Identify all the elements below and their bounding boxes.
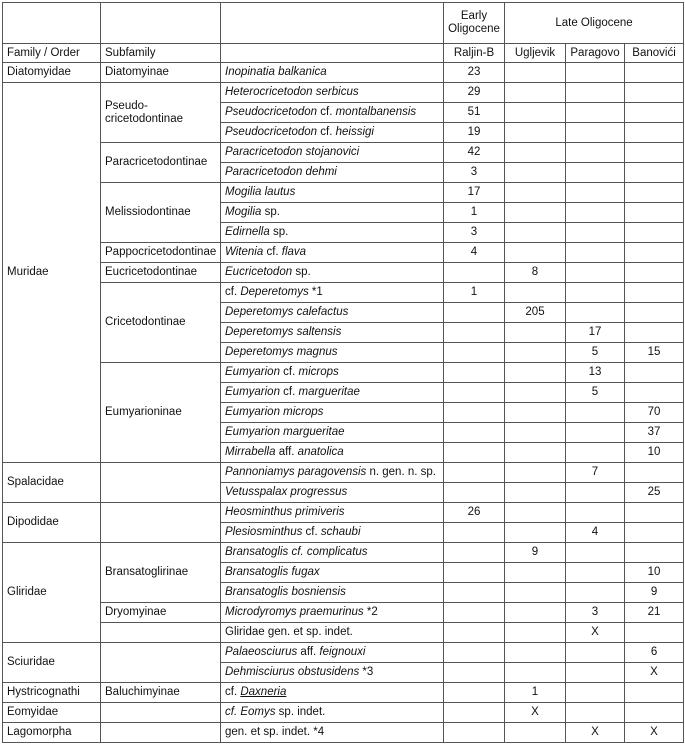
table-row — [3, 143, 684, 163]
taxon-name-part: Eumyarion — [225, 366, 280, 378]
count-cell — [566, 583, 625, 603]
count-cell — [566, 483, 625, 503]
count-cell — [505, 143, 566, 163]
locality-header-paragovo: Paragovo — [566, 44, 625, 63]
taxon-cell — [221, 503, 444, 523]
count-cell — [505, 443, 566, 463]
count-cell: 9 — [505, 543, 566, 563]
count-cell — [566, 503, 625, 523]
subfamily-cell — [101, 503, 221, 543]
taxon-cell — [221, 103, 444, 123]
count-cell — [566, 543, 625, 563]
taxon-name-part: Bransatoglis cf. complicatus — [225, 546, 368, 558]
count-cell — [625, 703, 684, 723]
count-cell — [444, 463, 505, 483]
count-cell: 5 — [566, 383, 625, 403]
count-cell — [625, 283, 684, 303]
count-cell: 1 — [505, 683, 566, 703]
count-cell: 9 — [625, 583, 684, 603]
subfamily-cell: Eucricetodontinae — [101, 263, 221, 283]
taxon-cell — [221, 283, 444, 303]
count-cell: 10 — [625, 443, 684, 463]
taxon-name-part: Palaeosciurus — [225, 646, 298, 658]
subfamily-cell — [101, 723, 221, 743]
count-cell — [505, 83, 566, 103]
count-cell — [444, 603, 505, 623]
count-cell: 17 — [444, 183, 505, 203]
count-cell — [625, 143, 684, 163]
taxon-cell — [221, 423, 444, 443]
taxon-name-part: cf. — [317, 126, 336, 138]
count-cell — [566, 203, 625, 223]
table-row — [3, 183, 684, 203]
taxon-name-part: cf. — [225, 686, 241, 698]
subfamily-header: Subfamily — [101, 44, 221, 63]
count-cell — [566, 443, 625, 463]
count-cell: 17 — [566, 323, 625, 343]
count-cell — [505, 283, 566, 303]
count-cell — [566, 303, 625, 323]
count-cell — [505, 563, 566, 583]
taxon-name-part: Bransatoglis fugax — [225, 566, 320, 578]
table-row — [3, 543, 684, 563]
taxon-name-part: Dehmisciurus obstusidens — [225, 666, 360, 678]
taxon-name-part: sp. indet. — [275, 706, 326, 718]
table-row — [3, 63, 684, 83]
count-cell — [625, 63, 684, 83]
taxa-table — [2, 2, 684, 743]
taxon-name-part: Pseudocricetodon — [225, 106, 318, 118]
count-cell — [625, 303, 684, 323]
taxon-name-part: Heterocricetodon serbicus — [225, 86, 359, 98]
taxon-name-part: Deperetomys calefactus — [225, 306, 349, 318]
taxon-name-part: Eumyarion microps — [225, 406, 324, 418]
table-row — [3, 703, 684, 723]
count-cell — [444, 583, 505, 603]
taxon-name-part: flava — [281, 246, 307, 258]
subfamily-cell: Cricetodontinae — [101, 283, 221, 363]
count-cell — [505, 643, 566, 663]
count-cell — [444, 483, 505, 503]
taxon-name-part: Mogilia lautus — [225, 186, 296, 198]
table-row — [3, 503, 684, 523]
taxon-cell — [221, 483, 444, 503]
count-cell: 6 — [625, 643, 684, 663]
taxon-name-part: *1 — [308, 286, 323, 298]
taxon-cell — [221, 443, 444, 463]
table-row — [3, 603, 684, 623]
count-cell — [505, 203, 566, 223]
family-cell: Dipodidae — [3, 503, 101, 543]
taxon-cell — [221, 623, 444, 643]
taxon-name-part: microps — [298, 366, 339, 378]
family-cell: Hystricognathi — [3, 683, 101, 703]
taxon-name-part: schaubi — [320, 526, 361, 538]
taxon-cell — [221, 543, 444, 563]
taxon-name-part: Edirnella — [225, 226, 270, 238]
count-cell — [505, 663, 566, 683]
taxon-cell — [221, 463, 444, 483]
count-cell — [444, 383, 505, 403]
count-cell: 4 — [566, 523, 625, 543]
taxon-cell — [221, 683, 444, 703]
count-cell — [625, 463, 684, 483]
count-cell — [505, 463, 566, 483]
count-cell: 205 — [505, 303, 566, 323]
taxon-name-part: Eumyarion margueritae — [225, 426, 345, 438]
count-cell — [625, 243, 684, 263]
count-cell — [505, 603, 566, 623]
taxon-name-part: *3 — [359, 666, 374, 678]
count-cell: 42 — [444, 143, 505, 163]
count-cell — [566, 283, 625, 303]
count-cell — [566, 63, 625, 83]
taxon-name-part: aff. — [275, 446, 298, 458]
table-row — [3, 643, 684, 663]
taxon-name-part: Eumyarion — [225, 386, 280, 398]
taxon-cell — [221, 663, 444, 683]
taxon-name-part: Mirrabella — [225, 446, 276, 458]
locality-header-banovici: Banovići — [625, 44, 684, 63]
taxon-cell — [221, 63, 444, 83]
family-cell: Gliridae — [3, 543, 101, 643]
taxon-name-part: Witenia — [225, 246, 264, 258]
count-cell: 25 — [625, 483, 684, 503]
taxon-cell — [221, 203, 444, 223]
count-cell: 7 — [566, 463, 625, 483]
count-cell — [444, 423, 505, 443]
count-cell — [566, 683, 625, 703]
taxon-cell — [221, 363, 444, 383]
count-cell — [566, 263, 625, 283]
count-cell — [625, 323, 684, 343]
count-cell — [566, 563, 625, 583]
table-row — [3, 263, 684, 283]
count-cell — [505, 403, 566, 423]
family-cell: Diatomyidae — [3, 63, 101, 83]
count-cell — [505, 623, 566, 643]
count-cell: 29 — [444, 83, 505, 103]
count-cell — [444, 263, 505, 283]
count-cell — [625, 523, 684, 543]
early-oligocene-header: Early Oligocene — [444, 3, 505, 44]
count-cell — [444, 523, 505, 543]
count-cell — [625, 503, 684, 523]
taxon-cell — [221, 223, 444, 243]
count-cell — [505, 243, 566, 263]
count-cell — [505, 723, 566, 743]
count-cell — [505, 323, 566, 343]
taxon-name-part: Pannoniamys paragovensis — [225, 466, 367, 478]
locality-header-ugljevik: Ugljevik — [505, 44, 566, 63]
count-cell — [566, 703, 625, 723]
count-cell — [505, 483, 566, 503]
taxon-cell — [221, 343, 444, 363]
subfamily-cell — [101, 643, 221, 683]
taxon-name-part: Bransatoglis bosniensis — [225, 586, 346, 598]
count-cell: 3 — [444, 163, 505, 183]
taxon-name-part: sp. — [292, 266, 311, 278]
taxon-name-part: Mogilia — [225, 206, 262, 218]
subfamily-cell: Baluchimyinae — [101, 683, 221, 703]
count-cell — [505, 223, 566, 243]
taxon-cell — [221, 603, 444, 623]
count-cell — [625, 263, 684, 283]
taxon-cell — [221, 83, 444, 103]
taxon-cell — [221, 523, 444, 543]
count-cell — [444, 323, 505, 343]
taxon-name-part: anatolica — [297, 446, 344, 458]
count-cell — [505, 503, 566, 523]
count-cell — [566, 223, 625, 243]
taxon-header — [221, 44, 444, 63]
count-cell — [444, 643, 505, 663]
family-cell: Muridae — [3, 83, 101, 463]
count-cell — [566, 403, 625, 423]
count-cell — [444, 403, 505, 423]
count-cell — [625, 363, 684, 383]
taxon-cell — [221, 183, 444, 203]
taxon-name-part: gen. et sp. indet. *4 — [225, 726, 325, 738]
taxon-cell — [221, 143, 444, 163]
taxon-name-part: n. gen. n. sp. — [366, 466, 436, 478]
count-cell: X — [625, 663, 684, 683]
count-cell: 4 — [444, 243, 505, 263]
table-row — [3, 363, 684, 383]
taxon-name-part: Heosminthus primiveris — [225, 506, 345, 518]
count-cell — [566, 143, 625, 163]
column-header-row — [3, 44, 684, 63]
count-cell: X — [566, 623, 625, 643]
taxon-cell — [221, 643, 444, 663]
taxon-name-part: Vetusspalax progressus — [225, 486, 348, 498]
taxon-name-part: cf. Eomys — [225, 706, 276, 718]
count-cell — [444, 703, 505, 723]
table-row — [3, 463, 684, 483]
count-cell: 5 — [566, 343, 625, 363]
count-cell — [625, 223, 684, 243]
table-row — [3, 83, 684, 103]
subfamily-cell: Bransatoglirinae — [101, 543, 221, 603]
taxon-name-part: Deperetomys saltensis — [225, 326, 342, 338]
count-cell — [625, 203, 684, 223]
blank-cell — [221, 3, 444, 44]
taxon-name-part: margueritae — [298, 386, 360, 398]
count-cell: 26 — [444, 503, 505, 523]
taxon-name-part: Deperetomys magnus — [225, 346, 338, 358]
subfamily-cell: Pseudo- cricetodontinae — [101, 83, 221, 143]
count-cell — [505, 343, 566, 363]
blank-cell — [101, 3, 221, 44]
family-cell: Lagomorpha — [3, 723, 101, 743]
count-cell — [566, 423, 625, 443]
subfamily-cell — [101, 703, 221, 723]
taxon-cell — [221, 383, 444, 403]
taxon-name-part: sp. — [261, 206, 280, 218]
count-cell: 15 — [625, 343, 684, 363]
count-cell: 10 — [625, 563, 684, 583]
taxon-name-part: cf. — [279, 366, 299, 378]
locality-header-raljin-b: Raljin-B — [444, 44, 505, 63]
taxon-name-part: Daxneria — [240, 686, 287, 698]
taxon-name-part: Microdyromys praemurinus — [225, 606, 364, 618]
count-cell: 51 — [444, 103, 505, 123]
subfamily-cell: Paracricetodontinae — [101, 143, 221, 183]
count-cell — [505, 163, 566, 183]
taxon-name-part: cf. — [317, 106, 336, 118]
count-cell — [505, 363, 566, 383]
taxon-name-part: Paracricetodon dehmi — [225, 166, 337, 178]
subfamily-cell: Pappocricetodontinae — [101, 243, 221, 263]
count-cell — [505, 583, 566, 603]
taxon-name-part: Paracricetodon stojanovici — [225, 146, 360, 158]
family-cell: Eomyidae — [3, 703, 101, 723]
taxon-cell — [221, 403, 444, 423]
taxon-cell — [221, 243, 444, 263]
period-header-row — [3, 3, 684, 44]
count-cell — [444, 563, 505, 583]
count-cell — [505, 423, 566, 443]
taxon-cell — [221, 723, 444, 743]
count-cell: 21 — [625, 603, 684, 623]
taxon-cell — [221, 263, 444, 283]
taxon-cell — [221, 703, 444, 723]
count-cell — [505, 523, 566, 543]
subfamily-cell: Diatomyinae — [101, 63, 221, 83]
taxon-name-part: feignouxi — [319, 646, 366, 658]
count-cell: 8 — [505, 263, 566, 283]
count-cell — [566, 183, 625, 203]
taxon-name-part: aff. — [297, 646, 320, 658]
taxon-name-part: montalbanensis — [335, 106, 417, 118]
taxon-name-part: sp. — [269, 226, 289, 238]
table-row — [3, 243, 684, 263]
taxon-name-part: heissigi — [335, 126, 374, 138]
count-cell — [444, 683, 505, 703]
taxon-name-part: cf. — [302, 526, 321, 538]
count-cell — [566, 163, 625, 183]
count-cell — [625, 83, 684, 103]
count-cell — [625, 383, 684, 403]
count-cell: 3 — [444, 223, 505, 243]
taxon-name-part: cf. — [225, 286, 241, 298]
taxon-name-part: Eucricetodon — [225, 266, 293, 278]
count-cell — [625, 543, 684, 563]
count-cell — [505, 63, 566, 83]
table-row — [3, 283, 684, 303]
count-cell — [505, 123, 566, 143]
taxon-name-part: Plesiosminthus — [225, 526, 303, 538]
count-cell: 3 — [566, 603, 625, 623]
taxon-cell — [221, 583, 444, 603]
taxon-name-part: cf. — [279, 386, 299, 398]
count-cell — [444, 363, 505, 383]
count-cell: 1 — [444, 283, 505, 303]
family-cell: Sciuridae — [3, 643, 101, 683]
count-cell: X — [625, 723, 684, 743]
count-cell — [444, 663, 505, 683]
count-cell — [566, 643, 625, 663]
taxon-cell — [221, 323, 444, 343]
count-cell: 37 — [625, 423, 684, 443]
count-cell — [625, 163, 684, 183]
taxon-name-part: Pseudocricetodon — [225, 126, 318, 138]
count-cell: 1 — [444, 203, 505, 223]
count-cell — [566, 663, 625, 683]
table-row — [3, 683, 684, 703]
count-cell — [566, 103, 625, 123]
taxon-cell — [221, 303, 444, 323]
family-order-header: Family / Order — [3, 44, 101, 63]
count-cell: X — [505, 703, 566, 723]
count-cell — [444, 623, 505, 643]
count-cell — [444, 543, 505, 563]
count-cell — [625, 183, 684, 203]
subfamily-cell: Eumyarioninae — [101, 363, 221, 463]
taxon-cell — [221, 123, 444, 143]
blank-cell — [3, 3, 101, 44]
count-cell — [625, 683, 684, 703]
family-cell: Spalacidae — [3, 463, 101, 503]
count-cell — [625, 103, 684, 123]
taxon-cell — [221, 563, 444, 583]
count-cell: 13 — [566, 363, 625, 383]
count-cell — [505, 103, 566, 123]
count-cell — [505, 183, 566, 203]
taxon-name-part: Inopinatia balkanica — [225, 66, 327, 78]
subfamily-cell: Dryomyinae — [101, 603, 221, 623]
taxon-name-part: Deperetomys — [240, 286, 309, 298]
count-cell — [566, 243, 625, 263]
taxon-cell — [221, 163, 444, 183]
count-cell: 70 — [625, 403, 684, 423]
count-cell — [444, 723, 505, 743]
table-row — [3, 623, 684, 643]
table-row — [3, 723, 684, 743]
count-cell: 23 — [444, 63, 505, 83]
count-cell — [444, 443, 505, 463]
count-cell — [444, 343, 505, 363]
count-cell — [625, 623, 684, 643]
subfamily-cell — [101, 623, 221, 643]
subfamily-cell — [101, 463, 221, 503]
count-cell — [625, 123, 684, 143]
taxon-name-part: Gliridae gen. et sp. indet. — [225, 626, 353, 638]
count-cell — [444, 303, 505, 323]
count-cell: X — [566, 723, 625, 743]
count-cell: 19 — [444, 123, 505, 143]
subfamily-cell: Melissiodontinae — [101, 183, 221, 243]
late-oligocene-header: Late Oligocene — [505, 3, 684, 44]
taxon-name-part: *2 — [363, 606, 378, 618]
count-cell — [566, 123, 625, 143]
taxon-name-part: cf. — [263, 246, 282, 258]
count-cell — [505, 383, 566, 403]
count-cell — [566, 83, 625, 103]
